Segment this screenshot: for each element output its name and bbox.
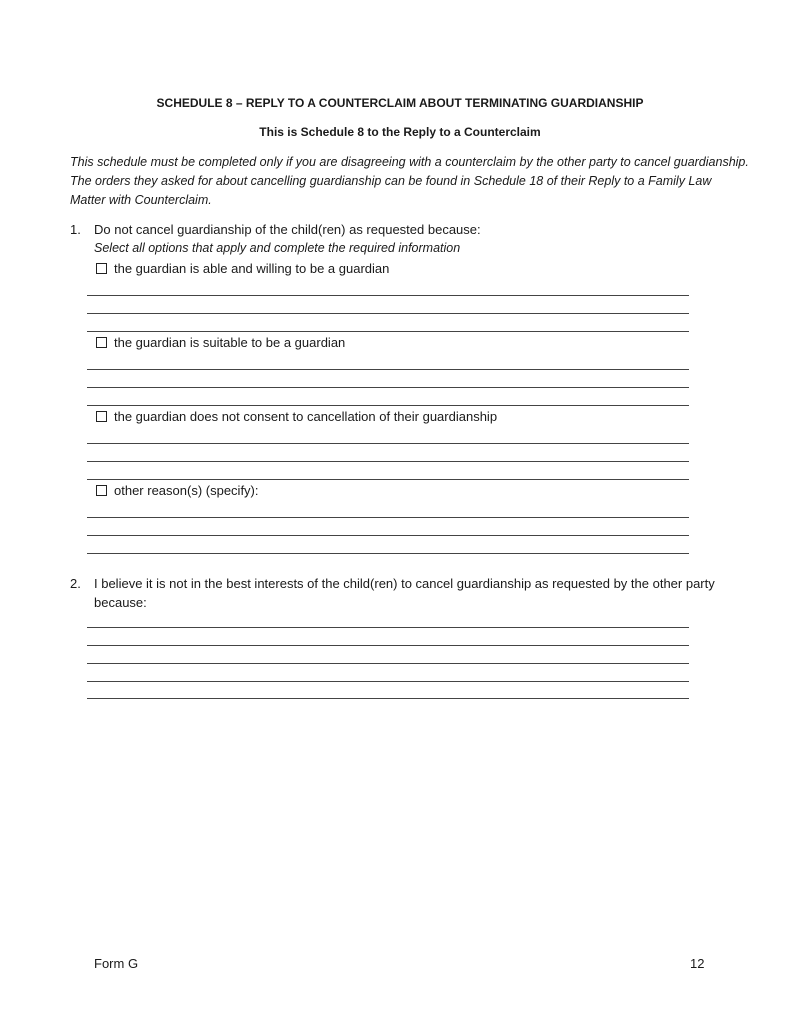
- answer-line[interactable]: [87, 313, 689, 314]
- answer-line[interactable]: [87, 627, 689, 628]
- schedule-intro: This schedule must be completed only if you are disagreeing with a counterclaim by the other party to cancel guardianship. The orders they asked for about cancelling guardianship can be found in Schedule 18 of their Reply to a Family Law Matter with Counterclaim.: [70, 155, 749, 207]
- answer-line[interactable]: [87, 369, 689, 370]
- answer-line[interactable]: [87, 479, 689, 480]
- option-no-consent[interactable]: [96, 409, 497, 424]
- option-suitable[interactable]: [96, 335, 345, 350]
- option-able-willing-label: the guardian is able and willing to be a guardian: [114, 261, 390, 276]
- answer-line[interactable]: [87, 387, 689, 388]
- answer-line[interactable]: [87, 517, 689, 518]
- checkbox-other-reasons[interactable]: [96, 485, 107, 496]
- option-able-willing[interactable]: [96, 261, 389, 276]
- option-other-reasons-label: other reason(s) (specify):: [114, 483, 259, 498]
- question-1-number: 1.: [70, 222, 81, 237]
- answer-line[interactable]: [87, 663, 689, 664]
- schedule-subtitle: This is Schedule 8 to the Reply to a Counterclaim: [259, 125, 541, 139]
- question-1-hint: Select all options that apply and complete the required information: [94, 241, 461, 255]
- schedule-title: SCHEDULE 8 – REPLY TO A COUNTERCLAIM ABOUT TERMINATING GUARDIANSHIP: [156, 96, 644, 110]
- checkbox-suitable[interactable]: [96, 337, 107, 348]
- option-suitable-label: the guardian is suitable to be a guardian: [114, 335, 346, 350]
- footer-form-name: Form G: [94, 956, 139, 971]
- answer-line[interactable]: [87, 405, 689, 406]
- checkbox-no-consent[interactable]: [96, 411, 107, 422]
- question-2-text: I believe it is not in the best interests of the child(ren) to cancel guardianship as requested by the other party because:: [94, 576, 715, 610]
- answer-line[interactable]: [87, 443, 689, 444]
- question-1-text: Do not cancel guardianship of the child(ren) as requested because:: [94, 222, 481, 237]
- answer-line[interactable]: [87, 535, 689, 536]
- answer-line[interactable]: [87, 331, 689, 332]
- answer-line[interactable]: [87, 645, 689, 646]
- question-2-number: 2.: [70, 576, 81, 591]
- answer-line[interactable]: [87, 698, 689, 699]
- option-no-consent-label: the guardian does not consent to cancellation of their guardianship: [114, 409, 498, 424]
- answer-line[interactable]: [87, 553, 689, 554]
- option-other-reasons[interactable]: [96, 483, 259, 498]
- footer-page-number: 12: [690, 956, 705, 971]
- answer-line[interactable]: [87, 295, 689, 296]
- checkbox-able-willing[interactable]: [96, 263, 107, 274]
- answer-line[interactable]: [87, 681, 689, 682]
- answer-line[interactable]: [87, 461, 689, 462]
